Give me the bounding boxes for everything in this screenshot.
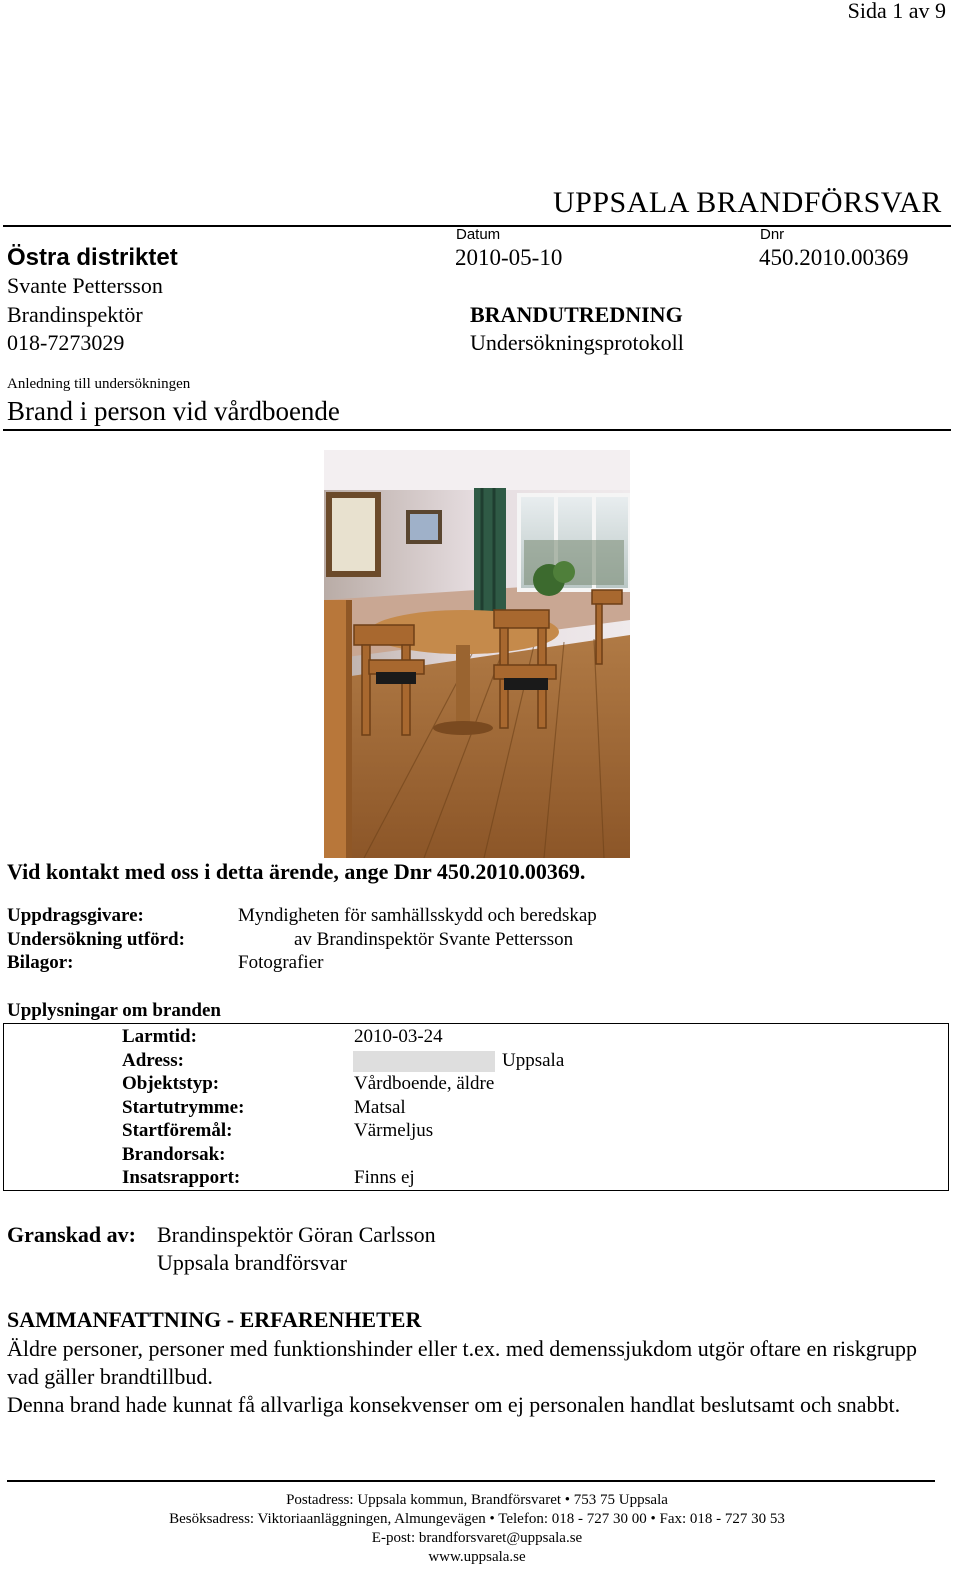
start-room-label: Startutrymme: — [122, 1097, 245, 1118]
attachments-label: Bilagor: — [7, 952, 74, 973]
start-room-value: Matsal — [354, 1097, 406, 1118]
document-subtype: Undersökningsprotokoll — [470, 330, 684, 355]
dining-room-photo — [324, 450, 630, 858]
object-type-label: Objektstyp: — [122, 1073, 220, 1094]
performed-by-label: Undersökning utförd: — [7, 929, 185, 950]
summary-heading: SAMMANFATTNING - ERFARENHETER — [7, 1307, 422, 1332]
reviewed-label: Granskad av: — [7, 1222, 136, 1247]
inspector-title: Brandinspektör — [7, 302, 143, 327]
organization-name: UPPSALA BRANDFÖRSVAR — [553, 186, 942, 219]
document-type: BRANDUTREDNING — [470, 302, 683, 327]
incident-report-label: Insatsrapport: — [122, 1167, 241, 1188]
reviewer-org: Uppsala brandförsvar — [157, 1250, 347, 1275]
summary-paragraph-2: Denna brand hade kunnat få allvarliga konsekvenser om ej personalen handlat beslutsamt och snabbt. — [7, 1392, 901, 1417]
assigner-value: Myndigheten för samhällsskydd och beredskap — [238, 905, 597, 926]
footer-website: www.uppsala.se — [428, 1549, 526, 1565]
fire-info-heading: Upplysningar om branden — [7, 1000, 221, 1021]
footer-postal-address: Postadress: Uppsala kommun, Brandförsvaret • 753 75 Uppsala — [286, 1492, 668, 1508]
date-value: 2010-05-10 — [455, 245, 563, 270]
attachments-value: Fotografier — [238, 952, 324, 973]
start-object-value: Värmeljus — [354, 1120, 434, 1141]
incident-report-value: Finns ej — [354, 1167, 415, 1188]
address-value: Uppsala — [502, 1050, 565, 1071]
footer-visiting-address: Besöksadress: Viktoriaanläggningen, Almungevägen • Telefon: 018 - 727 30 00 • Fax: 018 - 727 30 53 — [169, 1511, 785, 1527]
performed-by-value: av Brandinspektör Svante Pettersson — [294, 929, 574, 950]
reason-value: Brand i person vid vårdboende — [7, 396, 340, 426]
fire-cause-label: Brandorsak: — [122, 1144, 226, 1165]
reason-rule — [3, 429, 951, 431]
page-number: Sida 1 av 9 — [847, 0, 946, 23]
start-object-label: Startföremål: — [122, 1120, 233, 1141]
dnr-label: Dnr — [760, 226, 785, 243]
contact-note: Vid kontakt med oss i detta ärende, ange Dnr 450.2010.00369. — [7, 859, 586, 884]
assigner-label: Uppdragsgivare: — [7, 905, 144, 926]
date-label: Datum — [456, 226, 501, 243]
inspector-phone: 018-7273029 — [7, 330, 125, 355]
district-name: Östra distriktet — [7, 244, 178, 271]
footer-email: E-post: brandforsvaret@uppsala.se — [371, 1530, 583, 1546]
dnr-value: 450.2010.00369 — [759, 245, 909, 270]
summary-paragraph-1: Äldre personer, personer med funktionshinder eller t.ex. med demenssjukdom utgör oftare en riskgrupp vad gäller brandtillbud. — [7, 1336, 918, 1389]
address-label: Adress: — [122, 1050, 184, 1071]
reason-label: Anledning till undersökningen — [7, 376, 191, 392]
alarm-time-value: 2010-03-24 — [354, 1026, 443, 1047]
reviewer-name: Brandinspektör Göran Carlsson — [157, 1222, 436, 1247]
redacted-address — [353, 1051, 495, 1072]
alarm-time-label: Larmtid: — [122, 1026, 197, 1047]
inspector-name: Svante Pettersson — [7, 273, 163, 298]
object-type-value: Vårdboende, äldre — [354, 1073, 495, 1094]
footer-rule — [7, 1480, 935, 1482]
